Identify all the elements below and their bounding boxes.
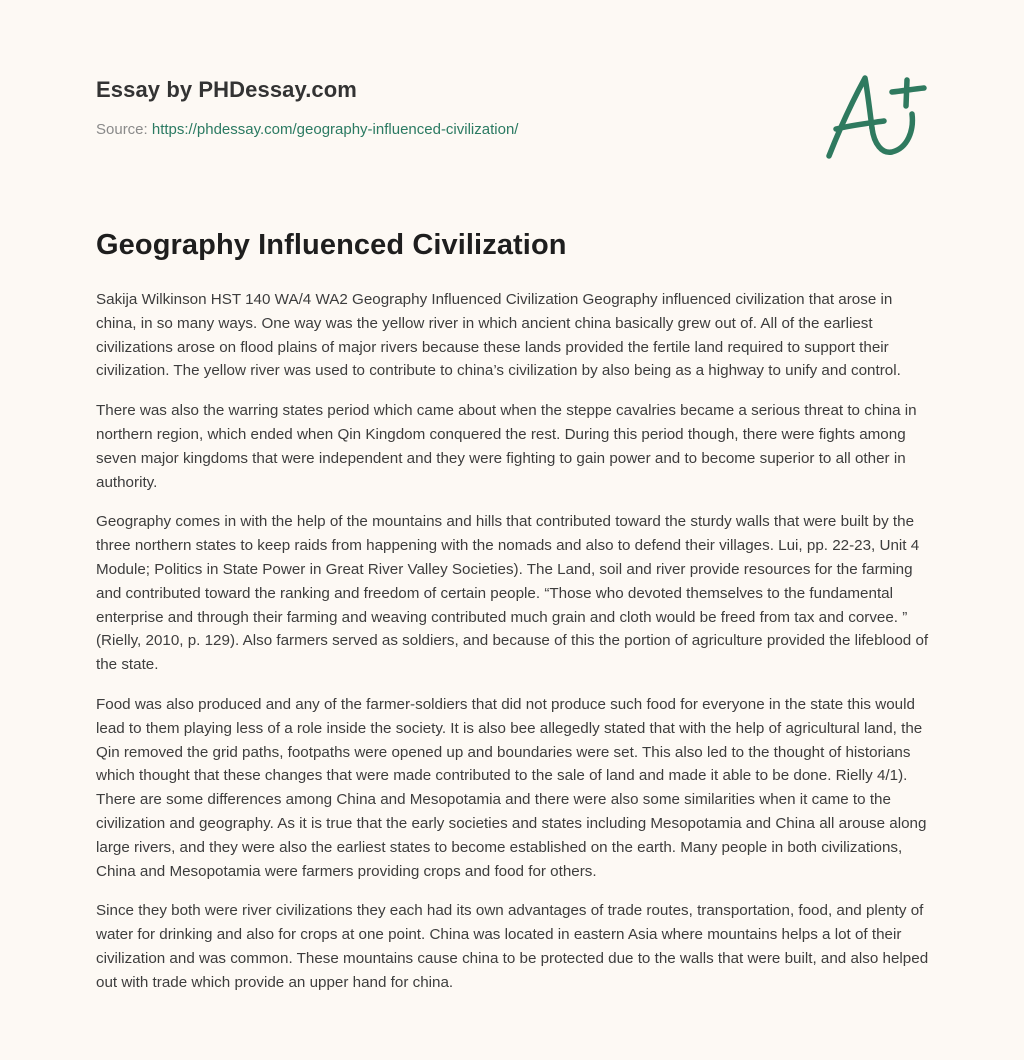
source-line (96, 120, 796, 140)
essay-title: Geography Influenced Civilization (96, 229, 567, 261)
essay-paragraph: There was also the warring states period which came about when the steppe cavalries became a serious threat to china in northern region, which ended when Qin Kingdom conquered the rest. During this period though, there were fights among seven major kingdoms that were independent and they were fighting to gain power and to become superior to all other in authority. (96, 402, 917, 491)
essay-header (96, 76, 796, 140)
source-link[interactable]: https://phdessay.com/geography-influenced-civilization/ (151, 121, 519, 138)
site-title: Essay by PHDessay.com (96, 77, 357, 102)
essay-paragraph: Sakija Wilkinson HST 140 WA/4 WA2 Geography Influenced Civilization Geography influenced civilization that arose in china, in so many ways. One way was the yellow river in which ancient china basically grew out of. All of the earliest civilizations arose on flood plains of major rivers because these lands provided the fertile land required to support their civilization. The yellow river was used to contribute to china’s civilization by also being as a highway to unify and control. (96, 291, 901, 380)
essay-paragraph: Geography comes in with the help of the mountains and hills that contributed toward the sturdy walls that were built by the three northern states to keep raids from happening with the nomads and also to defend their villages. Lui, pp. 22-23, Unit 4 Module; Politics in State Power in Great River Valley Societies). The Land, soil and river provide resources for the farming and contributed toward the ranking and freedom of certain people. “Those who devoted themselves to the fundamental enterprise and through their farming and weaving contributed much grain and cloth would be freed from tax and corvee. ” (Rielly, 2010, p. 129). Also farmers served as soldiers, and because of this the portion of agriculture provided the lifeblood of the state. (96, 513, 929, 674)
essay-paragraph: Food was also produced and any of the farmer-soldiers that did not produce such food for everyone in the state this would lead to them playing less of a role inside the society. It is also bee allegedly stated that with the help of agricultural land, the Qin removed the grid paths, footpaths were opened up and boundaries were set. This also led to the thought of historians which thought that these changes that were made contributed to the sale of land and made it able to be done. Rielly 4/1). There are some differences among China and Mesopotamia and there were also some similarities when it came to the civilization and geography. As it is true that the early societies and states including Mesopotamia and China all arouse along large rivers, and they were also the earliest states to become established on the earth. Many people in both civilizations, China and Mesopotamia were farmers providing crops and food for others. (96, 695, 927, 880)
a-plus-grade-icon (822, 66, 932, 166)
essay-article (96, 226, 931, 1011)
essay-paragraph: Since they both were river civilizations they each had its own advantages of trade routes, transportation, food, and plenty of water for drinking and also for crops at one point. China was located in eastern Asia where mountains helps a lot of their civilization and was common. These mountains cause china to be protected due to the walls that were built, and also helped out with trade which provide an upper hand for china. (96, 902, 929, 991)
source-label: Source: (96, 121, 148, 138)
